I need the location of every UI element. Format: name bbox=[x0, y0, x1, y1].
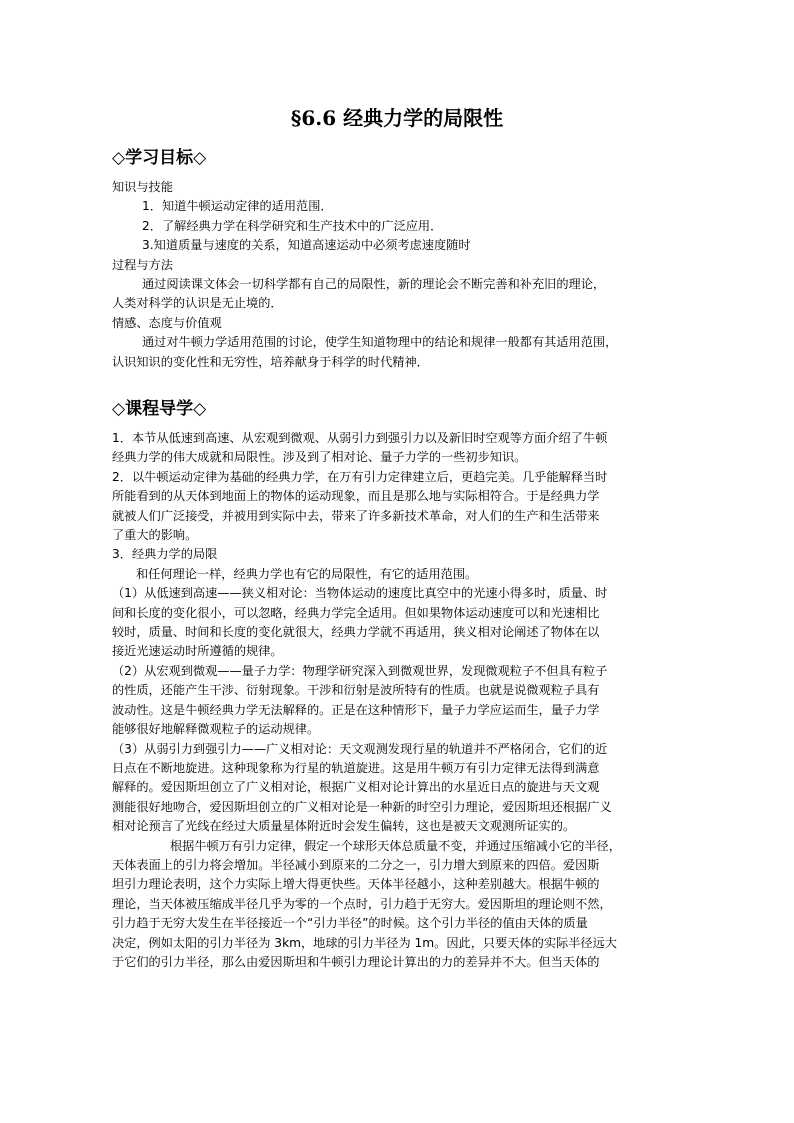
paragraph-line: 认识知识的变化性和无穷性，培养献身于科学的时代精神． bbox=[112, 354, 429, 369]
paragraph-line: 和任何理论一样，经典力学也有它的局限性，有它的适用范围。 bbox=[136, 566, 478, 581]
paragraph-line: 间和长度的变化很小，可以忽略，经典力学完全适用。但如果物体运动速度可以和光速相比 bbox=[112, 605, 600, 620]
section-heading-learning-goals: ◇学习目标◇ bbox=[112, 148, 207, 168]
learning-goals-body bbox=[112, 178, 682, 372]
paragraph-line: 的性质，还能产生干涉、衍射现象。干涉和衍射是波所特有的性质。也就是说微观粒子具有 bbox=[112, 683, 600, 698]
paragraph-line: 了重大的影响。 bbox=[112, 528, 198, 543]
subheading-emotion-attitude-values: 情感、态度与价值观 bbox=[112, 315, 222, 330]
goal-item: 2．了解经典力学在科学研究和生产技术中的广泛应用． bbox=[142, 218, 443, 233]
subheading-process-methods: 过程与方法 bbox=[112, 257, 173, 272]
course-guide-body bbox=[112, 429, 682, 972]
paragraph-line: 经典力学的伟大成就和局限性。涉及到了相对论、量子力学的一些初步知识。 bbox=[112, 450, 527, 465]
paragraph-line: 根据牛顿万有引力定律，假定一个球形天体总质量不变，并通过压缩减小它的半径， bbox=[170, 838, 621, 853]
paragraph-line: 相对论预言了光线在经过大质量星体附近时会发生偏转，这也是被天文观测所证实的。 bbox=[112, 819, 576, 834]
paragraph-line: （2）从宏观到微观——量子力学：物理学研究深入到微观世界，发现微观粒子不但具有粒子 bbox=[112, 663, 608, 678]
subheading-knowledge-skills: 知识与技能 bbox=[112, 180, 173, 194]
paragraph-line: 人类对科学的认识是无止境的． bbox=[112, 296, 283, 311]
paragraph-line: 接近光速运动时所遵循的规律。 bbox=[112, 644, 283, 659]
paragraph-line: 测能很好地吻合，爱因斯坦创立的广义相对论是一种新的时空引力理论，爱因斯坦还根据广义 bbox=[112, 799, 612, 814]
paragraph-line: 引力趋于无穷大发生在半径接近一个“引力半径”的时候。这个引力半径的值由天体的质量 bbox=[112, 916, 588, 931]
paragraph-line: 2．以牛顿运动定律为基础的经典力学，在万有引力定律建立后，更趋完美。几乎能解释当时 bbox=[112, 469, 608, 484]
paragraph-line: 理论，当天体被压缩成半径几乎为零的一个点时，引力趋于无穷大。爱因斯坦的理论则不然， bbox=[112, 896, 612, 911]
paragraph-line: 日点在不断地旋进。这种现象称为行星的轨道旋进。这是用牛顿万有引力定律无法得到满意 bbox=[112, 760, 600, 775]
paragraph-line: 通过阅读课文体会一切科学都有自己的局限性，新的理论会不断完善和补充旧的理论， bbox=[142, 277, 606, 292]
paragraph-line: （1）从低速到高速——狭义相对论：当物体运动的速度比真空中的光速小得多时，质量、时 bbox=[112, 586, 608, 601]
paragraph-line: 波动性。这是牛顿经典力学无法解释的。正是在这种情形下，量子力学应运而生，量子力学 bbox=[112, 702, 600, 717]
paragraph-line: 通过对牛顿力学适用范围的讨论，使学生知道物理中的结论和规律一般都有其适用范围， bbox=[142, 335, 618, 350]
goal-item: 3.知道质量与速度的关系，知道高速运动中必须考虑速度随时 bbox=[142, 238, 471, 253]
paragraph-line: 所能看到的从天体到地面上的物体的运动现象，而且是那么地与实际相符合。于是经典力学 bbox=[112, 489, 600, 504]
goal-item: 1．知道牛顿运动定律的适用范围． bbox=[142, 199, 333, 214]
paragraph-line: 于它们的引力半径，那么由爱因斯坦和牛顿引力理论计算出的力的差异并不大。但当天体的 bbox=[112, 954, 600, 969]
paragraph-line: 较时，质量、时间和长度的变化就很大，经典力学就不再适用，狭义相对论阐述了物体在以 bbox=[112, 625, 600, 640]
page-title: §6.6 经典力学的局限性 bbox=[290, 106, 504, 130]
paragraph-line: 就被人们广泛接受，并被用到实际中去，带来了许多新技术革命，对人们的生产和生活带来 bbox=[112, 508, 600, 523]
paragraph-line: 1．本节从低速到高速、从宏观到微观、从弱引力到强引力以及新旧时空观等方面介绍了牛顿 bbox=[112, 431, 608, 445]
paragraph-line: 解释的。爱因斯坦创立了广义相对论，根据广义相对论计算出的水星近日点的旋进与天文观 bbox=[112, 780, 600, 795]
subheading-limitations: 3．经典力学的局限 bbox=[112, 547, 218, 562]
paragraph-line: 坦引力理论表明，这个力实际上增大得更快些。天体半径越小，这种差别越大。根据牛顿的 bbox=[112, 877, 600, 892]
paragraph-line: 决定，例如太阳的引力半径为 3km，地球的引力半径为 1m。因此，只要天体的实际半径远大 bbox=[112, 935, 617, 950]
paragraph-line: 能够很好地解释微观粒子的运动规律。 bbox=[112, 722, 320, 737]
paragraph-line: 天体表面上的引力将会增加。半径减小到原来的二分之一，引力增大到原来的四倍。爱因斯 bbox=[112, 857, 600, 872]
paragraph-line: （3）从弱引力到强引力——广义相对论：天文观测发现行星的轨道并不严格闭合，它们的近 bbox=[112, 741, 608, 756]
section-heading-course-guide: ◇课程导学◇ bbox=[112, 399, 207, 419]
